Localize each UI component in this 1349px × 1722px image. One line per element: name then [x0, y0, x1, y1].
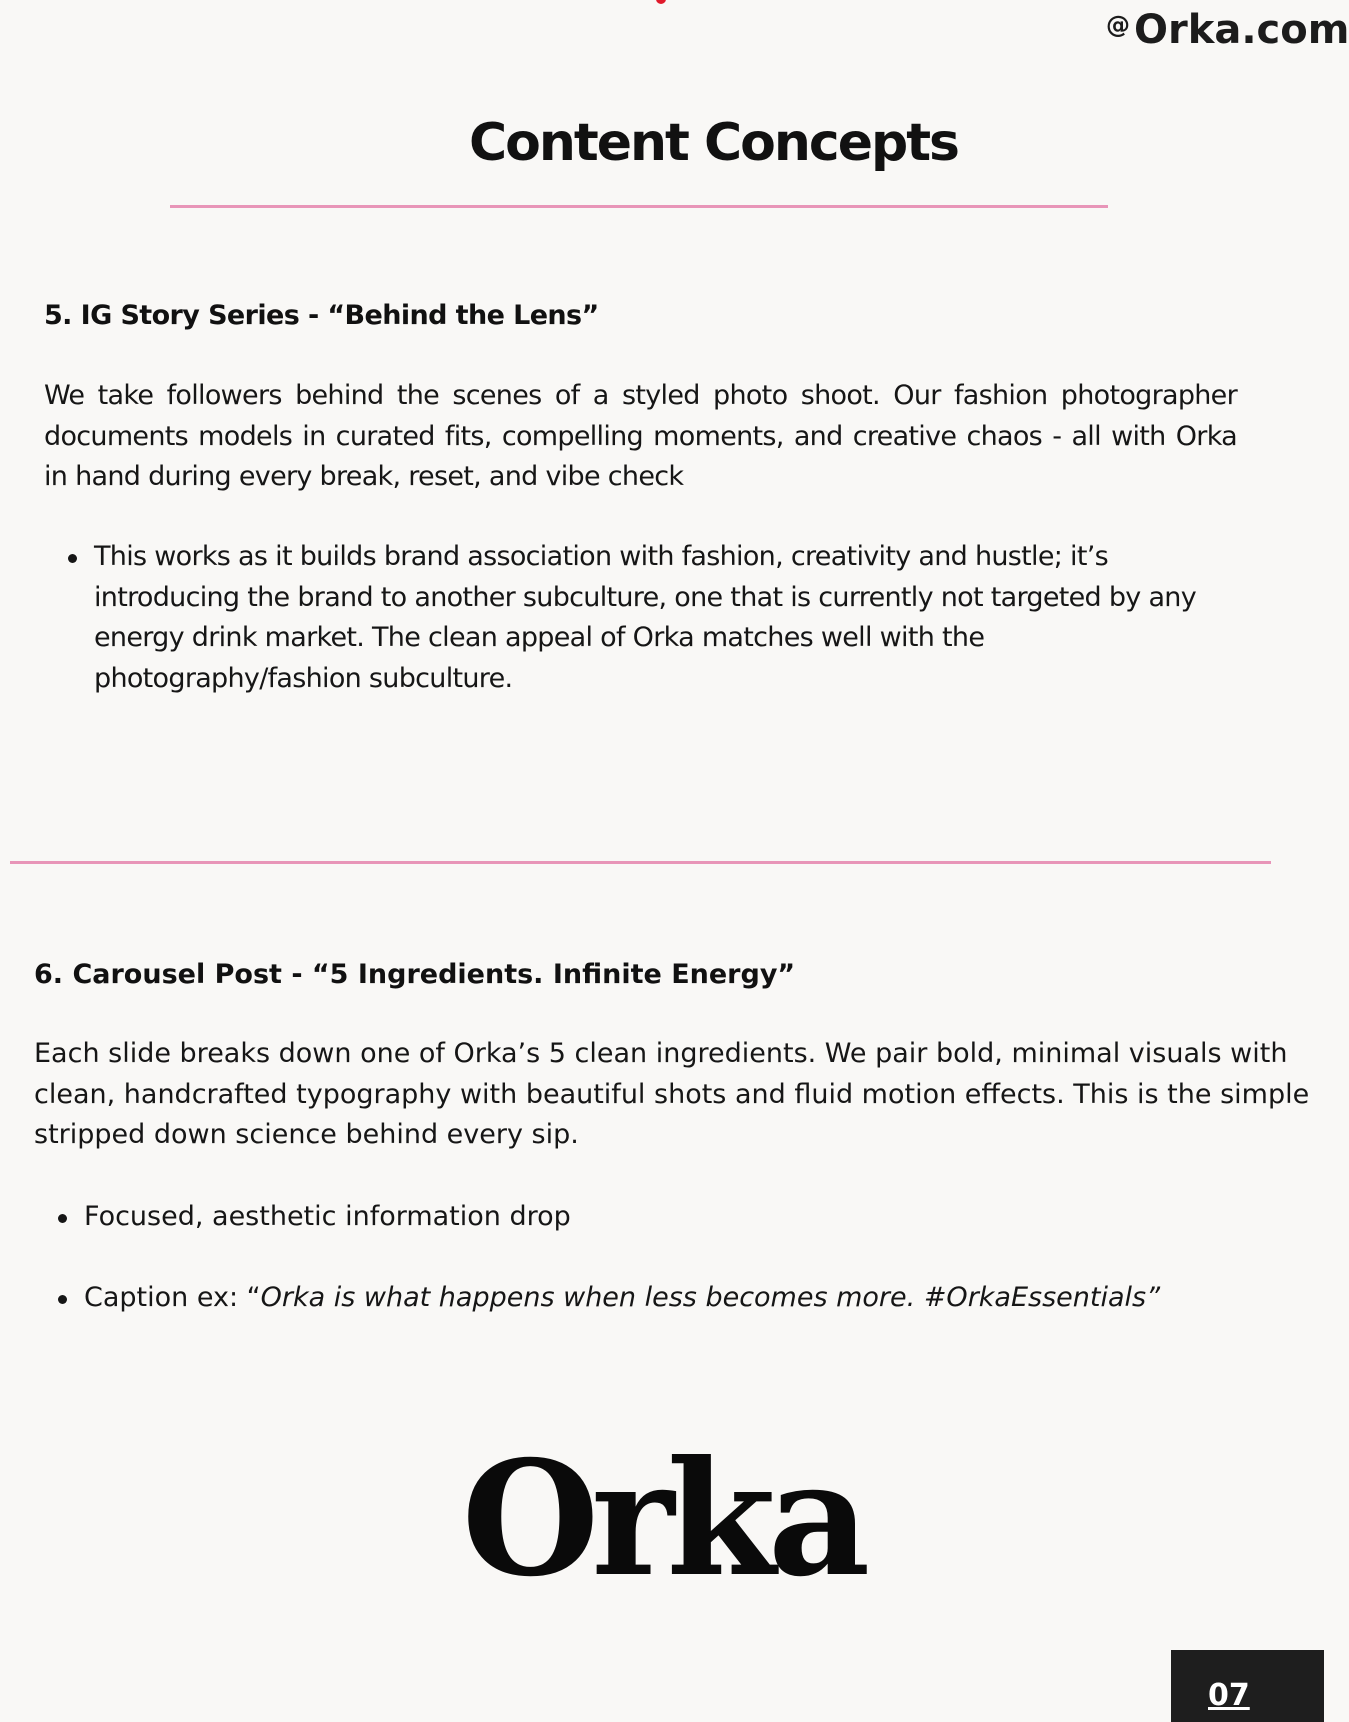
bullet-dot-icon — [58, 1295, 67, 1304]
section-divider — [10, 861, 1271, 864]
site-handle — [1106, 0, 1349, 55]
at-symbol: @ — [1106, 11, 1130, 39]
list-item — [34, 1197, 1324, 1238]
bullet-text: Focused, aesthetic information drop — [84, 1201, 571, 1232]
title-divider — [170, 205, 1108, 208]
section-6-bullets — [34, 1197, 1324, 1318]
list-item — [34, 1278, 1324, 1319]
page-number-box — [1171, 1650, 1324, 1722]
caption-prefix: Caption ex: “ — [84, 1281, 261, 1313]
list-item — [44, 537, 1244, 699]
caption-text: Orka is what happens when less becomes more. #OrkaEssentials — [260, 1281, 1147, 1313]
bullet-dot-icon — [58, 1214, 67, 1223]
page-number: 07 — [1208, 1678, 1250, 1713]
site-handle-text: Orka.com — [1134, 7, 1349, 53]
caption-suffix: ” — [1146, 1281, 1161, 1313]
bullet-dot-icon — [68, 554, 77, 563]
section-6-heading: 6. Carousel Post - “5 Ingredients. Infinite Energy” — [34, 959, 796, 990]
section-6-body: Each slide breaks down one of Orka’s 5 clean ingredients. We pair bold, minimal visuals with clean, handcrafted typography with beautiful shots and fluid motion effects. This is the simple stripped down science behind every sip. — [34, 1038, 1310, 1150]
bullet-text: This works as it builds brand association with fashion, creativity and hustle; it’s introducing the brand to another subculture, one that is currently not targeted by any energy drink market. The clean appeal of Orka matches well with the photography/fashion subculture. — [94, 541, 1196, 694]
section-5-body: We take followers behind the scenes of a styled photo shoot. Our fashion photographer documents models in curated fits, compelling moments, and creative chaos - all with Orka in hand during every break, reset, and vibe check — [44, 380, 1237, 492]
top-accent-dot — [656, 0, 666, 4]
section-5-heading: 5. IG Story Series - “Behind the Lens” — [44, 300, 599, 331]
page-title: Content Concepts — [468, 113, 959, 173]
section-5-bullets — [44, 537, 1244, 699]
orka-logo: Orka — [461, 1427, 863, 1612]
